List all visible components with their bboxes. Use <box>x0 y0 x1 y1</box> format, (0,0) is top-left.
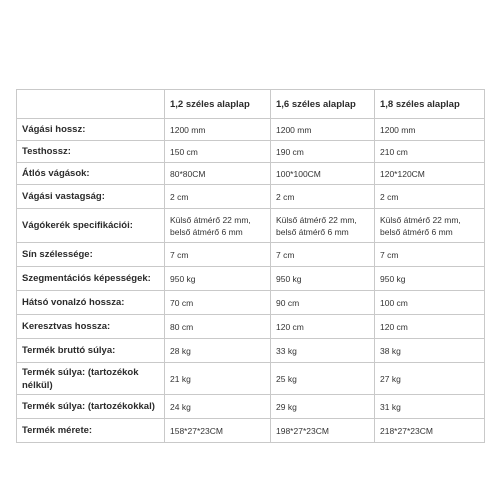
cell-value: 120*120CM <box>375 163 485 185</box>
cell-value: 150 cm <box>165 141 271 163</box>
cell-value: 100 cm <box>375 291 485 315</box>
cell-value: 31 kg <box>375 395 485 419</box>
row-label: Átlós vágások: <box>17 163 165 185</box>
row-label: Testhossz: <box>17 141 165 163</box>
row-label: Vágókerék specifikációi: <box>17 209 165 243</box>
cell-value: 21 kg <box>165 363 271 395</box>
row-label: Keresztvas hossza: <box>17 315 165 339</box>
table-row <box>17 395 485 419</box>
table-row <box>17 209 485 243</box>
cell-value: 7 cm <box>165 243 271 267</box>
table-row <box>17 315 485 339</box>
cell-value: 28 kg <box>165 339 271 363</box>
table-row <box>17 339 485 363</box>
row-label: Termék súlya: (tartozékokkal) <box>17 395 165 419</box>
row-label: Sín szélessége: <box>17 243 165 267</box>
cell-value: 950 kg <box>165 267 271 291</box>
cell-value: 33 kg <box>271 339 375 363</box>
cell-value: 198*27*23CM <box>271 419 375 443</box>
table-header-row <box>17 90 485 119</box>
cell-value: 80 cm <box>165 315 271 339</box>
cell-value: 950 kg <box>271 267 375 291</box>
table-row <box>17 291 485 315</box>
spec-table-container <box>16 89 484 443</box>
spec-table <box>16 89 485 443</box>
cell-value: 2 cm <box>271 185 375 209</box>
table-row <box>17 185 485 209</box>
row-label: Termék bruttó súlya: <box>17 339 165 363</box>
table-row <box>17 119 485 141</box>
cell-value: 29 kg <box>271 395 375 419</box>
cell-value: 2 cm <box>375 185 485 209</box>
header-cell-1-8: 1,8 széles alaplap <box>375 90 485 119</box>
row-label-text: Termék súlya: (tartozékok nélkül) <box>22 366 139 391</box>
row-label: Vágási vastagság: <box>17 185 165 209</box>
cell-value: 2 cm <box>165 185 271 209</box>
cell-value: 100*100CM <box>271 163 375 185</box>
cell-value: 90 cm <box>271 291 375 315</box>
cell-value: 120 cm <box>271 315 375 339</box>
cell-value: 24 kg <box>165 395 271 419</box>
header-cell-1-6: 1,6 széles alaplap <box>271 90 375 119</box>
header-cell-empty <box>17 90 165 119</box>
cell-value: 25 kg <box>271 363 375 395</box>
cell-value: 120 cm <box>375 315 485 339</box>
table-row <box>17 141 485 163</box>
cell-value <box>375 209 485 243</box>
cell-value-text: Külső átmérő 22 mm, belső átmérő 6 mm <box>170 214 251 237</box>
cell-value: 1200 mm <box>271 119 375 141</box>
cell-value: 38 kg <box>375 339 485 363</box>
row-label: Vágási hossz: <box>17 119 165 141</box>
table-row <box>17 267 485 291</box>
cell-value: 210 cm <box>375 141 485 163</box>
row-label <box>17 363 165 395</box>
table-row <box>17 163 485 185</box>
cell-value: 190 cm <box>271 141 375 163</box>
table-row <box>17 363 485 395</box>
row-label: Hátsó vonalzó hossza: <box>17 291 165 315</box>
header-cell-1-2: 1,2 széles alaplap <box>165 90 271 119</box>
table-row <box>17 419 485 443</box>
cell-value: 1200 mm <box>165 119 271 141</box>
row-label: Szegmentációs képességek: <box>17 267 165 291</box>
cell-value: 7 cm <box>375 243 485 267</box>
cell-value-text: Külső átmérő 22 mm, belső átmérő 6 mm <box>380 214 461 237</box>
cell-value-text: Külső átmérő 22 mm, belső átmérő 6 mm <box>276 214 357 237</box>
cell-value: 80*80CM <box>165 163 271 185</box>
cell-value: 27 kg <box>375 363 485 395</box>
cell-value: 218*27*23CM <box>375 419 485 443</box>
cell-value: 1200 mm <box>375 119 485 141</box>
cell-value: 950 kg <box>375 267 485 291</box>
cell-value <box>271 209 375 243</box>
cell-value <box>165 209 271 243</box>
cell-value: 7 cm <box>271 243 375 267</box>
table-row <box>17 243 485 267</box>
cell-value: 70 cm <box>165 291 271 315</box>
cell-value: 158*27*23CM <box>165 419 271 443</box>
row-label: Termék mérete: <box>17 419 165 443</box>
